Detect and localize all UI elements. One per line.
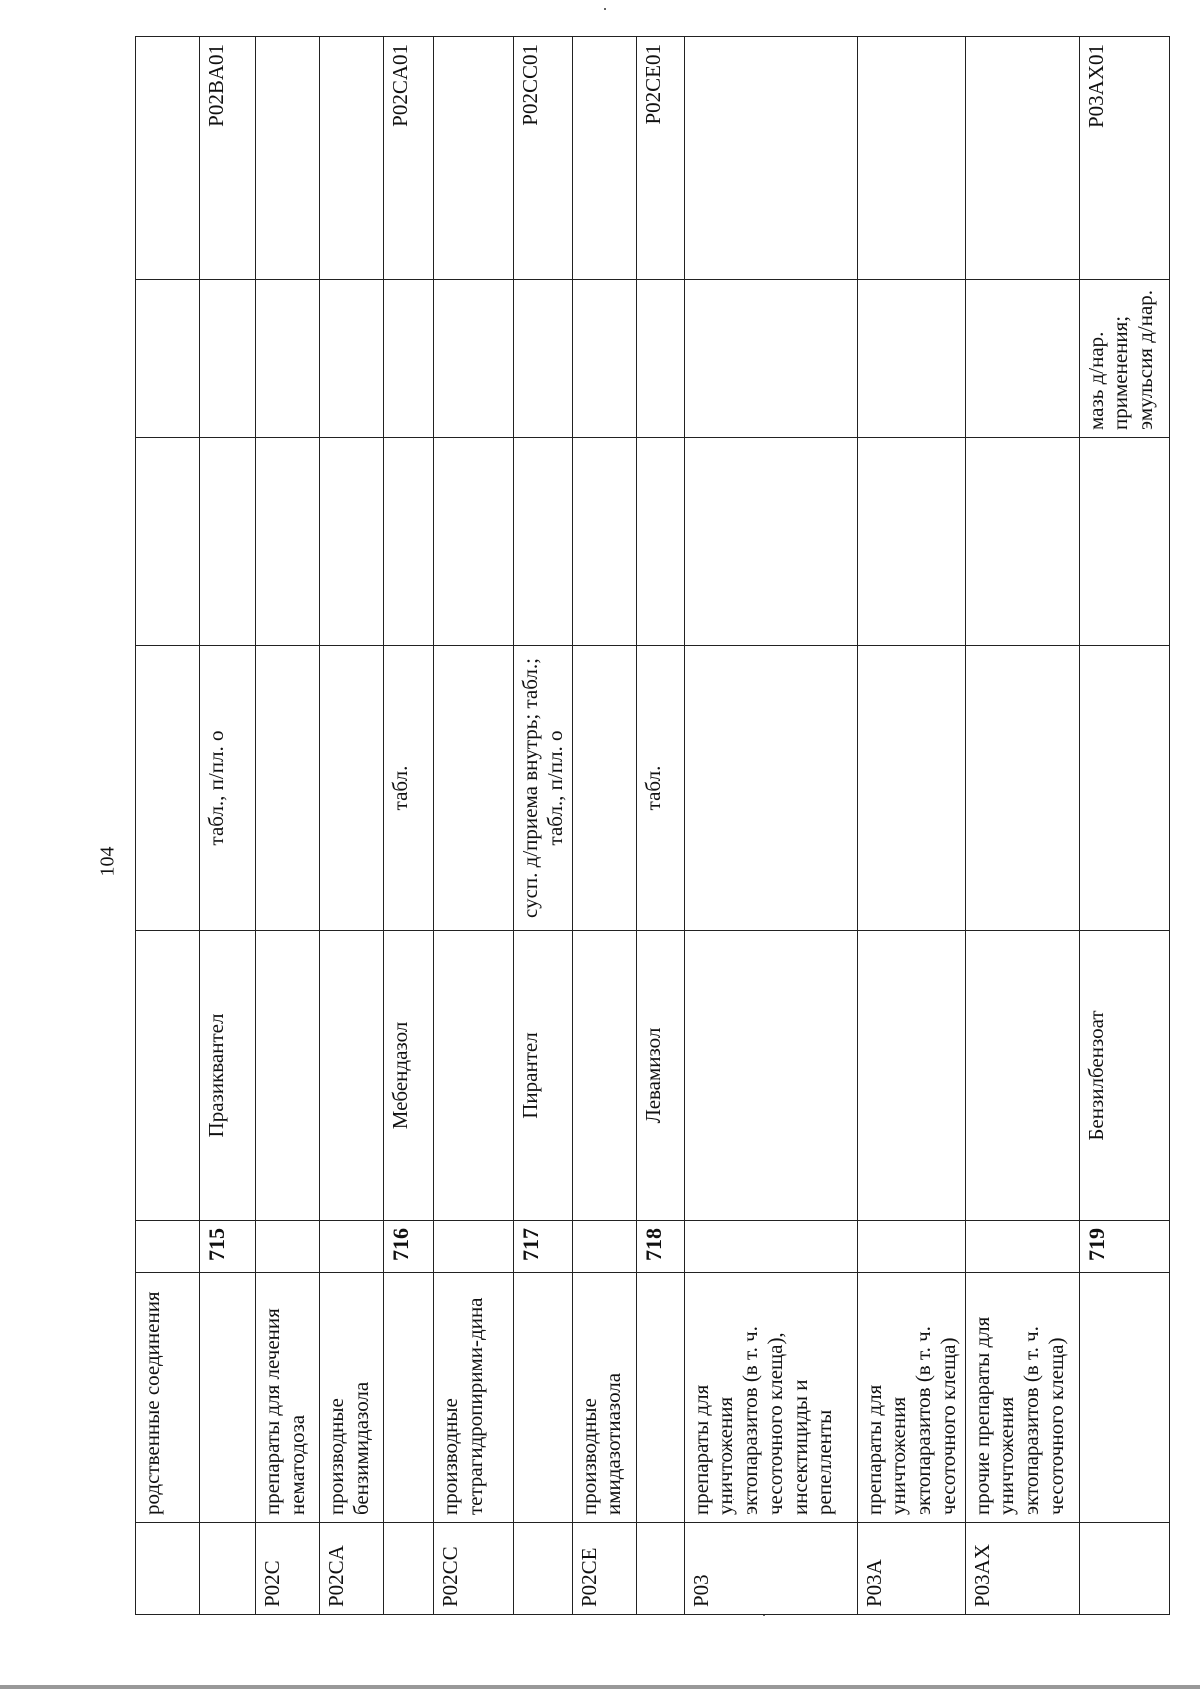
atc-group-code-cell — [384, 1523, 434, 1615]
item-number-text: 715 — [204, 1228, 229, 1261]
note-cell — [320, 438, 384, 646]
item-number-text: 719 — [1083, 1228, 1109, 1261]
table-row — [857, 37, 965, 1615]
scan-speck — [604, 8, 606, 10]
atc-code-cell — [256, 37, 320, 280]
dosage-form-cell — [320, 646, 384, 931]
group-name-cell — [572, 1273, 636, 1523]
atc-code-cell — [684, 37, 857, 280]
item-number-cell — [1079, 1221, 1169, 1273]
drug-table — [135, 36, 1170, 1615]
drug-name-text: Бензилбензоат — [1083, 1010, 1108, 1141]
note-cell — [1079, 438, 1169, 646]
group-name-cell — [965, 1273, 1079, 1523]
group-name-text: препараты для уничтожения эктопаразитов (в т. ч. чесоточного клеща) — [861, 1326, 960, 1515]
dosage-form-cell — [256, 646, 320, 931]
dosage-form-text: сусп. д/приема внутрь; табл.; табл., п/пл. о — [518, 658, 567, 918]
scan-bottom-edge — [0, 1685, 1200, 1689]
group-name-text: препараты для уничтожения эктопаразитов (в т. ч. чесоточного клеща), инсектициды и репелленты — [688, 1326, 837, 1515]
drug-name-text: Мебендазол — [388, 1021, 412, 1130]
drug-name-cell — [256, 931, 320, 1221]
alt-dosage-form-cell — [434, 280, 514, 438]
dosage-form-cell — [136, 646, 200, 931]
atc-group-code-cell — [684, 1523, 857, 1615]
dosage-form-cell — [965, 646, 1079, 931]
dosage-form-cell — [857, 646, 965, 931]
table-row — [136, 37, 200, 1615]
drug-name-cell — [572, 931, 636, 1221]
table-row — [684, 37, 857, 1615]
atc-code-cell — [857, 37, 965, 280]
atc-group-code-text: P03AX — [969, 1543, 994, 1607]
atc-group-code-cell — [965, 1523, 1079, 1615]
atc-code-text: P03AX01 — [1083, 44, 1108, 129]
group-name-cell — [1079, 1273, 1169, 1523]
drug-name-cell — [434, 931, 514, 1221]
table-body — [136, 37, 1170, 1615]
drug-name-cell — [320, 931, 384, 1221]
atc-group-code-text: P02CC — [438, 1546, 462, 1607]
item-number-cell — [136, 1221, 200, 1273]
note-cell — [200, 438, 256, 646]
dosage-form-text: табл. — [640, 765, 665, 811]
note-cell — [572, 438, 636, 646]
table-row — [514, 37, 573, 1615]
alt-dosage-form-cell — [1079, 280, 1169, 438]
item-number-cell — [572, 1221, 636, 1273]
dosage-form-text: табл., п/пл. о — [204, 730, 228, 846]
table-row — [384, 37, 434, 1615]
item-number-cell — [514, 1221, 573, 1273]
atc-group-code-text: P02CA — [324, 1545, 348, 1607]
atc-code-cell — [965, 37, 1079, 280]
group-name-cell — [857, 1273, 965, 1523]
alt-dosage-form-cell — [684, 280, 857, 438]
atc-group-code-text: P02CE — [576, 1547, 601, 1607]
drug-name-text: Празиквантел — [204, 1013, 228, 1138]
group-name-cell — [684, 1273, 857, 1523]
dosage-form-cell — [572, 646, 636, 931]
table-row — [320, 37, 384, 1615]
note-cell — [636, 438, 684, 646]
atc-code-text: P02BA01 — [204, 44, 228, 127]
item-number-text: 717 — [518, 1228, 543, 1261]
group-name-text: прочие препараты для уничтожения эктопаразитов (в т. ч. чесоточного клеща) — [969, 1316, 1068, 1515]
atc-group-code-cell — [434, 1523, 514, 1615]
dosage-form-cell — [1079, 646, 1169, 931]
item-number-cell — [384, 1221, 434, 1273]
drug-name-cell — [384, 931, 434, 1221]
atc-group-code-cell — [1079, 1523, 1169, 1615]
atc-code-cell — [636, 37, 684, 280]
group-name-cell — [384, 1273, 434, 1523]
note-cell — [965, 438, 1079, 646]
atc-group-code-cell — [256, 1523, 320, 1615]
atc-group-code-cell — [572, 1523, 636, 1615]
alt-dosage-form-cell — [320, 280, 384, 438]
atc-group-code-cell — [200, 1523, 256, 1615]
page-number — [97, 846, 119, 876]
atc-code-text: P02CC01 — [518, 44, 542, 126]
atc-group-code-cell — [514, 1523, 573, 1615]
item-number-cell — [636, 1221, 684, 1273]
atc-code-cell — [1079, 37, 1169, 280]
atc-code-cell — [320, 37, 384, 280]
atc-code-cell — [384, 37, 434, 280]
group-name-text: родственные соединения — [140, 1291, 164, 1515]
table-row — [572, 37, 636, 1615]
group-name-cell — [636, 1273, 684, 1523]
dosage-form-cell — [200, 646, 256, 931]
alt-dosage-form-cell — [200, 280, 256, 438]
item-number-cell — [684, 1221, 857, 1273]
note-cell — [256, 438, 320, 646]
atc-group-code-text: P03A — [861, 1559, 886, 1607]
alt-dosage-form-cell — [857, 280, 965, 438]
group-name-cell — [256, 1273, 320, 1523]
group-name-text: производные тетрагидропирими-дина — [438, 1297, 487, 1515]
item-number-cell — [434, 1221, 514, 1273]
atc-group-code-cell — [320, 1523, 384, 1615]
group-name-cell — [514, 1273, 573, 1523]
note-cell — [136, 438, 200, 646]
group-name-cell — [434, 1273, 514, 1523]
group-name-text: препараты для лечения нематодоза — [260, 1308, 309, 1515]
group-name-cell — [200, 1273, 256, 1523]
drug-name-cell — [857, 931, 965, 1221]
alt-dosage-form-cell — [384, 280, 434, 438]
drug-name-cell — [965, 931, 1079, 1221]
item-number-text: 716 — [388, 1228, 413, 1261]
group-name-text: производные имидазотиазола — [576, 1372, 626, 1515]
alt-dosage-form-cell — [636, 280, 684, 438]
item-number-cell — [965, 1221, 1079, 1273]
alt-dosage-form-text: мазь д/нар. применения; эмульсия д/нар. — [1083, 289, 1158, 430]
dosage-form-cell — [384, 646, 434, 931]
atc-code-cell — [514, 37, 573, 280]
alt-dosage-form-cell — [572, 280, 636, 438]
drug-name-cell — [514, 931, 573, 1221]
drug-name-cell — [684, 931, 857, 1221]
note-cell — [434, 438, 514, 646]
dosage-form-cell — [514, 646, 573, 931]
table-row — [200, 37, 256, 1615]
dosage-form-cell — [684, 646, 857, 931]
atc-code-cell — [136, 37, 200, 280]
drug-name-cell — [1079, 931, 1169, 1221]
table-row — [636, 37, 684, 1615]
drug-name-text: Левамизол — [640, 1027, 665, 1124]
item-number-cell — [256, 1221, 320, 1273]
item-number-cell — [320, 1221, 384, 1273]
note-cell — [857, 438, 965, 646]
page-number-text: 104 — [96, 846, 119, 876]
drug-table-rotated — [135, 37, 1158, 1615]
group-name-cell — [320, 1273, 384, 1523]
alt-dosage-form-cell — [514, 280, 573, 438]
alt-dosage-form-cell — [136, 280, 200, 438]
atc-group-code-cell — [857, 1523, 965, 1615]
alt-dosage-form-cell — [965, 280, 1079, 438]
drug-name-cell — [636, 931, 684, 1221]
alt-dosage-form-cell — [256, 280, 320, 438]
atc-group-code-cell — [636, 1523, 684, 1615]
group-name-cell — [136, 1273, 200, 1523]
group-name-text: производные бензимидазола — [324, 1381, 373, 1515]
note-cell — [384, 438, 434, 646]
table-row — [256, 37, 320, 1615]
atc-code-cell — [200, 37, 256, 280]
item-number-cell — [200, 1221, 256, 1273]
dosage-form-text: табл. — [388, 765, 412, 811]
atc-code-text: P02CA01 — [388, 44, 412, 127]
atc-group-code-text: P02C — [260, 1560, 284, 1607]
table-row — [434, 37, 514, 1615]
table-row — [965, 37, 1079, 1615]
drug-name-text: Пирантел — [518, 1032, 542, 1119]
drug-name-cell — [136, 931, 200, 1221]
atc-code-cell — [434, 37, 514, 280]
note-cell — [684, 438, 857, 646]
atc-group-code-cell — [136, 1523, 200, 1615]
dosage-form-cell — [636, 646, 684, 931]
item-number-cell — [857, 1221, 965, 1273]
note-cell — [514, 438, 573, 646]
drug-name-cell — [200, 931, 256, 1221]
dosage-form-cell — [434, 646, 514, 931]
atc-group-code-text: P03 — [688, 1574, 713, 1607]
item-number-text: 718 — [640, 1228, 666, 1261]
atc-code-text: P02CE01 — [640, 44, 665, 125]
table-row — [1079, 37, 1169, 1615]
atc-code-cell — [572, 37, 636, 280]
